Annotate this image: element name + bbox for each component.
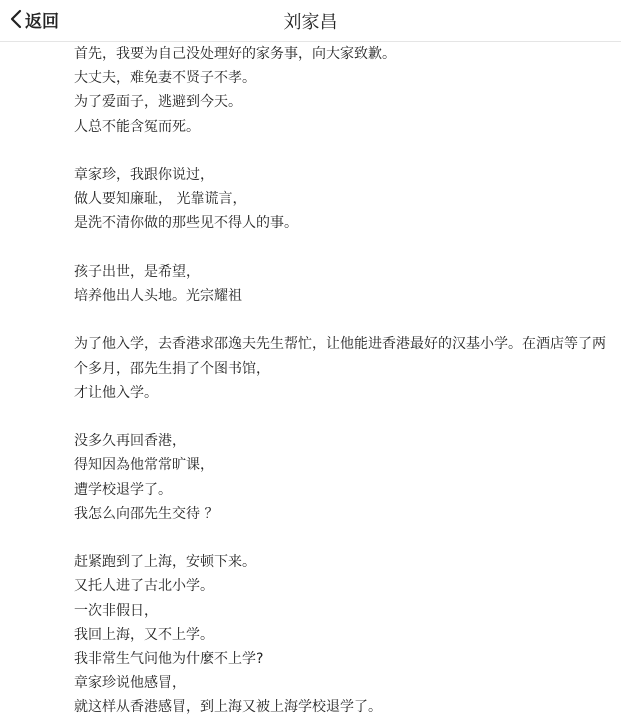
text-line: 遭学校退学了。 xyxy=(74,481,172,498)
text-line: 就这样从香港感冒，到上海又被上海学校退学了。 xyxy=(74,699,382,716)
back-label: 返回 xyxy=(25,11,59,32)
paragraph xyxy=(74,550,619,719)
text-line: 为了他入学，去香港求邵逸夫先生帮忙，让他能进香港最好的汉基小学。在酒店等了两个多月，邵先生捐了个图书馆， xyxy=(74,336,606,377)
text-line: 一次非假日， xyxy=(74,602,158,619)
nav-bar xyxy=(0,0,621,42)
text-line: 又托人进了古北小学。 xyxy=(74,578,214,595)
article-body xyxy=(74,42,619,720)
text-line: 孩子出世，是希望， xyxy=(74,263,200,280)
text-line: 首先，我要为自己没处理好的家务事，向大家致歉。 xyxy=(74,46,396,62)
text-line: 我怎么向邵先生交待 ？ xyxy=(74,505,219,522)
paragraph xyxy=(74,260,619,308)
paragraph-gap xyxy=(74,526,619,550)
text-line: 是洗不清你做的那些见不得人的事。 xyxy=(74,215,298,232)
text-line: 我非常生气问他为什麼不上学? xyxy=(74,651,264,667)
paragraph-gap xyxy=(74,405,619,429)
paragraph xyxy=(74,332,619,405)
text-line: 才让他入学。 xyxy=(74,384,158,401)
text-line: 我回上海，又不上学。 xyxy=(74,626,214,643)
text-line: 赶紧跑到了上海，安顿下来。 xyxy=(74,554,256,571)
paragraph-gap xyxy=(74,139,619,163)
text-line: 人总不能含冤而死。 xyxy=(74,118,200,135)
text-line: 为了爱面子，逃避到今天。 xyxy=(74,94,242,111)
text-line: 章家珍，我跟你说过， xyxy=(74,167,214,183)
paragraph-gap xyxy=(74,308,619,332)
page-title: 刘家昌 xyxy=(283,12,338,33)
paragraph xyxy=(74,429,619,526)
paragraph-gap xyxy=(74,236,619,260)
text-line: 没多久再回香港， xyxy=(74,433,186,450)
text-line: 做人要知廉耻， 光靠谎言， xyxy=(74,191,247,208)
text-line: 得知因為他常常旷课， xyxy=(74,457,214,474)
text-line: 大丈夫，难免妻不贤子不孝。 xyxy=(74,70,256,87)
text-line: 章家珍说他感冒， xyxy=(74,675,186,692)
paragraph xyxy=(74,163,619,236)
text-line: 培养他出人头地。光宗耀祖 xyxy=(74,288,242,304)
paragraph xyxy=(74,42,619,139)
